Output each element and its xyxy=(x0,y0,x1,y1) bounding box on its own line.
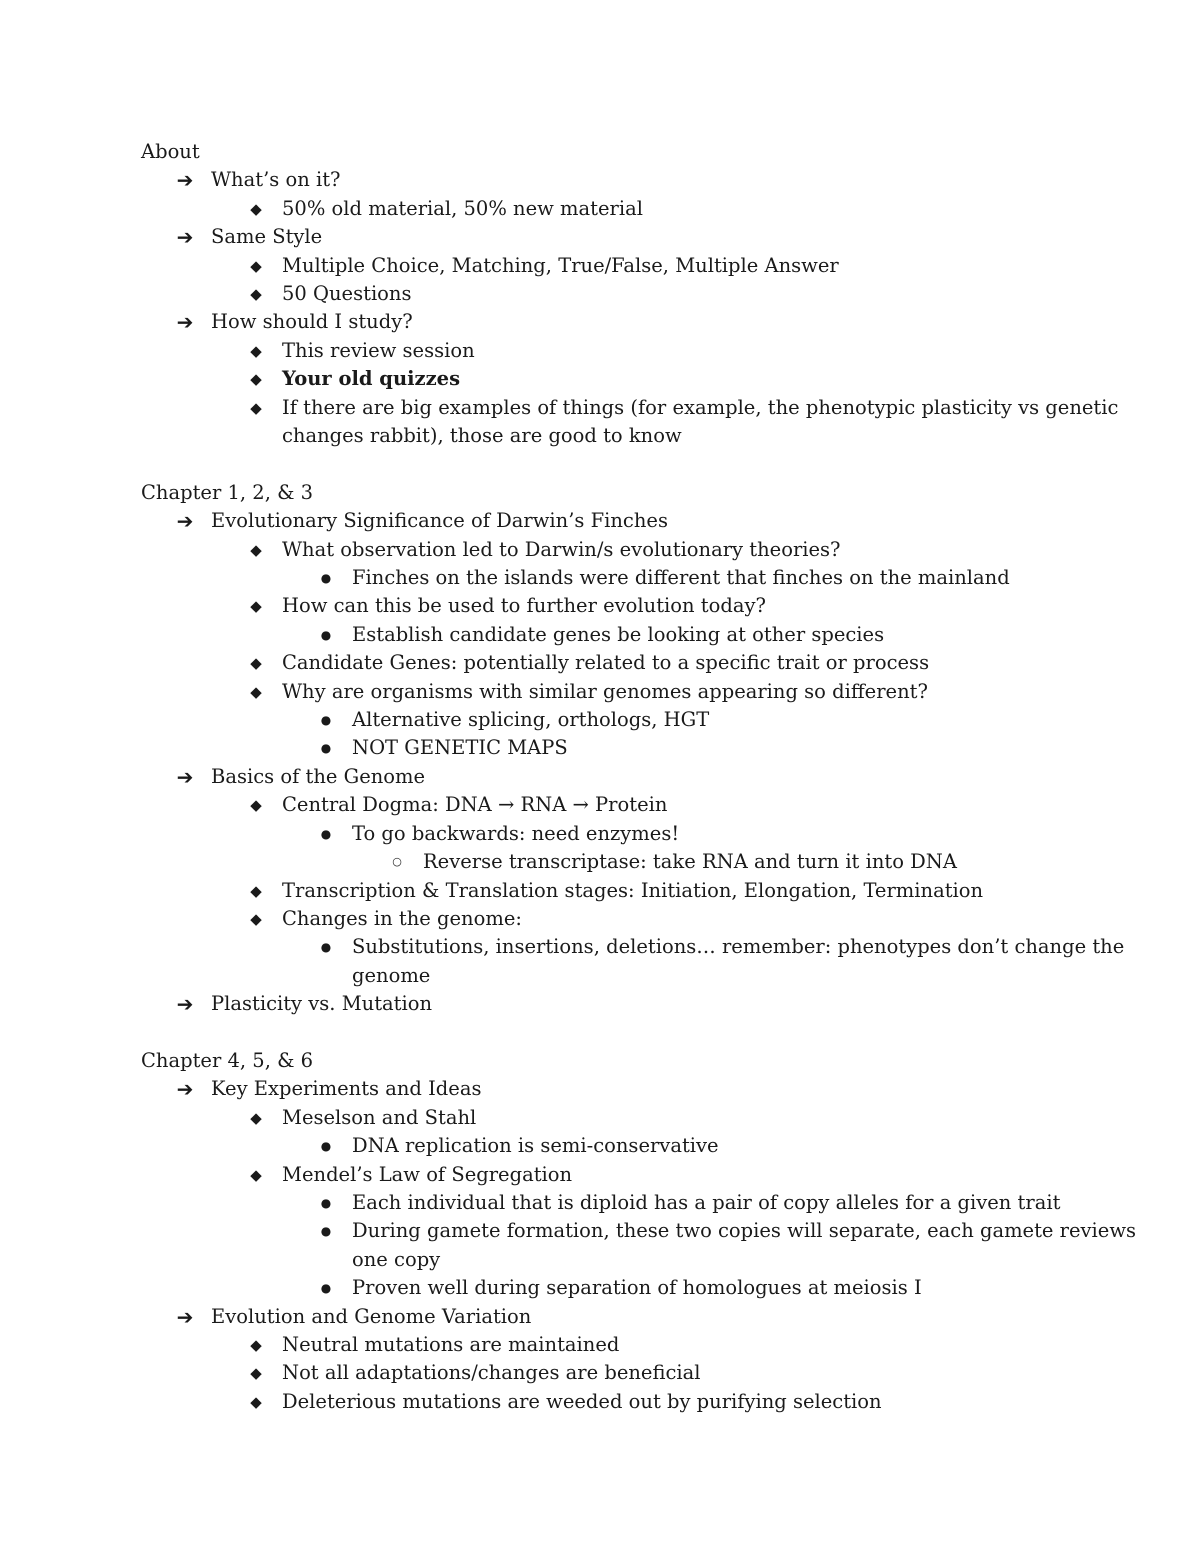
outline-item-text: How should I study? xyxy=(211,310,413,334)
outline-item-text: Candidate Genes: potentially related to a specific trait or process xyxy=(282,651,930,675)
outline-item-text: Why are organisms with similar genomes appearing so different? xyxy=(282,679,928,703)
outline-item xyxy=(141,791,1140,819)
outline-item xyxy=(141,507,1140,535)
outline-item xyxy=(141,933,1140,990)
arrow-bullet-icon: ➔ xyxy=(176,1304,194,1329)
outline-item xyxy=(141,1161,1140,1189)
outline-item-text: Central Dogma: DNA → RNA → Protein xyxy=(282,793,668,817)
outline-item xyxy=(141,820,1140,848)
arrow-bullet-icon: ➔ xyxy=(176,764,194,789)
dot-bullet-icon: ● xyxy=(320,741,332,756)
outline-item xyxy=(141,1274,1140,1302)
outline-item-text: Changes in the genome: xyxy=(282,906,522,930)
document-page xyxy=(141,138,1140,1445)
outline-item-text: Your old quizzes xyxy=(282,367,461,391)
outline-item xyxy=(141,763,1140,791)
outline-item xyxy=(141,536,1140,564)
outline-item-text: Transcription & Translation stages: Initiation, Elongation, Termination xyxy=(282,878,984,902)
diamond-bullet-icon: ◆ xyxy=(250,341,262,360)
outline-item-text: DNA replication is semi-conservative xyxy=(352,1134,719,1158)
outline-item-text: If there are big examples of things (for example, the phenotypic plasticity vs genetic changes rabbit), those are good to know xyxy=(282,395,1119,448)
outline-item xyxy=(141,621,1140,649)
diamond-bullet-icon: ◆ xyxy=(250,1335,262,1354)
dot-bullet-icon: ● xyxy=(320,1224,332,1239)
outline-item-text: Evolutionary Significance of Darwin’s Finches xyxy=(211,509,668,533)
dot-bullet-icon: ● xyxy=(320,571,332,586)
diamond-bullet-icon: ◆ xyxy=(250,540,262,559)
diamond-bullet-icon: ◆ xyxy=(250,370,262,389)
outline-item-text: Basics of the Genome xyxy=(211,764,426,788)
dot-bullet-icon: ● xyxy=(320,940,332,955)
diamond-bullet-icon: ◆ xyxy=(250,1108,262,1127)
outline-item-text: Establish candidate genes be looking at other species xyxy=(352,622,885,646)
outline-item-text: Mendel’s Law of Segregation xyxy=(282,1162,573,1186)
arrow-bullet-icon: ➔ xyxy=(176,168,194,193)
outline-item-text: Evolution and Genome Variation xyxy=(211,1304,532,1328)
outline-item-text: Meselson and Stahl xyxy=(282,1105,477,1129)
outline-item-text: To go backwards: need enzymes! xyxy=(352,821,680,845)
outline-item xyxy=(141,877,1140,905)
diamond-bullet-icon: ◆ xyxy=(250,597,262,616)
dot-bullet-icon: ● xyxy=(320,627,332,642)
outline-item-text: During gamete formation, these two copies will separate, each gamete reviews one copy xyxy=(352,1219,1137,1271)
section-heading: Chapter 4, 5, & 6 xyxy=(141,1048,314,1072)
outline-item xyxy=(141,734,1140,762)
arrow-bullet-icon: ➔ xyxy=(176,1077,194,1102)
outline-item-text: Not all adaptations/changes are beneficial xyxy=(282,1361,701,1385)
outline-item-text: Same Style xyxy=(211,225,323,249)
arrow-bullet-icon: ➔ xyxy=(176,992,194,1017)
outline-item-text: Alternative splicing, orthologs, HGT xyxy=(352,708,710,732)
outline-item xyxy=(141,394,1140,451)
diamond-bullet-icon: ◆ xyxy=(250,398,262,417)
outline-item xyxy=(141,848,1140,876)
diamond-bullet-icon: ◆ xyxy=(250,796,262,815)
outline-item-text: Finches on the islands were different that finches on the mainland xyxy=(352,566,1010,590)
outline-item-text: Plasticity vs. Mutation xyxy=(211,992,433,1016)
outline-item-text: What’s on it? xyxy=(211,168,341,192)
outline-item-text: Each individual that is diploid has a pair of copy alleles for a given trait xyxy=(352,1190,1061,1214)
outline-item xyxy=(141,1331,1140,1359)
arrow-bullet-icon: ➔ xyxy=(176,225,194,250)
outline-item xyxy=(141,166,1140,194)
section-heading: About xyxy=(141,140,200,163)
outline-item xyxy=(141,990,1140,1018)
dot-bullet-icon: ● xyxy=(320,1281,332,1296)
outline-item xyxy=(141,1075,1140,1103)
section xyxy=(141,1047,1140,1416)
outline-item xyxy=(141,1217,1140,1274)
outline-item xyxy=(141,592,1140,620)
outline-item xyxy=(141,1189,1140,1217)
outline-item xyxy=(141,223,1140,251)
diamond-bullet-icon: ◆ xyxy=(250,881,262,900)
arrow-bullet-icon: ➔ xyxy=(176,509,194,534)
outline-item xyxy=(141,1132,1140,1160)
diamond-bullet-icon: ◆ xyxy=(250,909,262,928)
outline-item xyxy=(141,564,1140,592)
outline-item-text: Neutral mutations are maintained xyxy=(282,1332,620,1356)
diamond-bullet-icon: ◆ xyxy=(250,199,262,218)
diamond-bullet-icon: ◆ xyxy=(250,1165,262,1184)
diamond-bullet-icon: ◆ xyxy=(250,1392,262,1411)
outline-item-text: Multiple Choice, Matching, True/False, Multiple Answer xyxy=(282,253,839,277)
outline-item-text: How can this be used to further evolution today? xyxy=(282,594,766,618)
diamond-bullet-icon: ◆ xyxy=(250,654,262,673)
section xyxy=(141,479,1140,1019)
outline-item xyxy=(141,1303,1140,1331)
outline-item xyxy=(141,678,1140,706)
outline-item xyxy=(141,1104,1140,1132)
dot-bullet-icon: ● xyxy=(320,826,332,841)
dot-bullet-icon: ● xyxy=(320,1139,332,1154)
arrow-bullet-icon: ➔ xyxy=(176,310,194,335)
dot-bullet-icon: ● xyxy=(320,1195,332,1210)
outline-item-text: This review session xyxy=(282,338,475,362)
outline-item xyxy=(141,649,1140,677)
outline-item-text: Substitutions, insertions, deletions… remember: phenotypes don’t change the genome xyxy=(352,935,1125,987)
outline-item-text: NOT GENETIC MAPS xyxy=(352,736,568,760)
diamond-bullet-icon: ◆ xyxy=(250,285,262,304)
outline-item-text: Deleterious mutations are weeded out by purifying selection xyxy=(282,1389,882,1413)
outline-item xyxy=(141,308,1140,336)
diamond-bullet-icon: ◆ xyxy=(250,1364,262,1383)
outline-item xyxy=(141,905,1140,933)
outline-item xyxy=(141,195,1140,223)
dot-bullet-icon: ● xyxy=(320,713,332,728)
outline-item-text: What observation led to Darwin/s evolutionary theories? xyxy=(282,537,841,561)
outline-item-text: Key Experiments and Ideas xyxy=(211,1077,482,1101)
outline-item xyxy=(141,1388,1140,1416)
outline-item xyxy=(141,706,1140,734)
section xyxy=(141,138,1140,450)
outline-item-text: 50 Questions xyxy=(282,282,412,306)
outline-item xyxy=(141,337,1140,365)
outline-item xyxy=(141,280,1140,308)
outline-item-text: Proven well during separation of homologues at meiosis I xyxy=(352,1276,922,1300)
circle-bullet-icon: ○ xyxy=(392,855,402,869)
outline-item xyxy=(141,365,1140,393)
outline-item xyxy=(141,1359,1140,1387)
section-heading: Chapter 1, 2, & 3 xyxy=(141,480,314,504)
outline-item-text: 50% old material, 50% new material xyxy=(282,196,643,220)
outline-item-text: Reverse transcriptase: take RNA and turn it into DNA xyxy=(423,850,957,874)
diamond-bullet-icon: ◆ xyxy=(250,256,262,275)
outline-item xyxy=(141,252,1140,280)
diamond-bullet-icon: ◆ xyxy=(250,682,262,701)
